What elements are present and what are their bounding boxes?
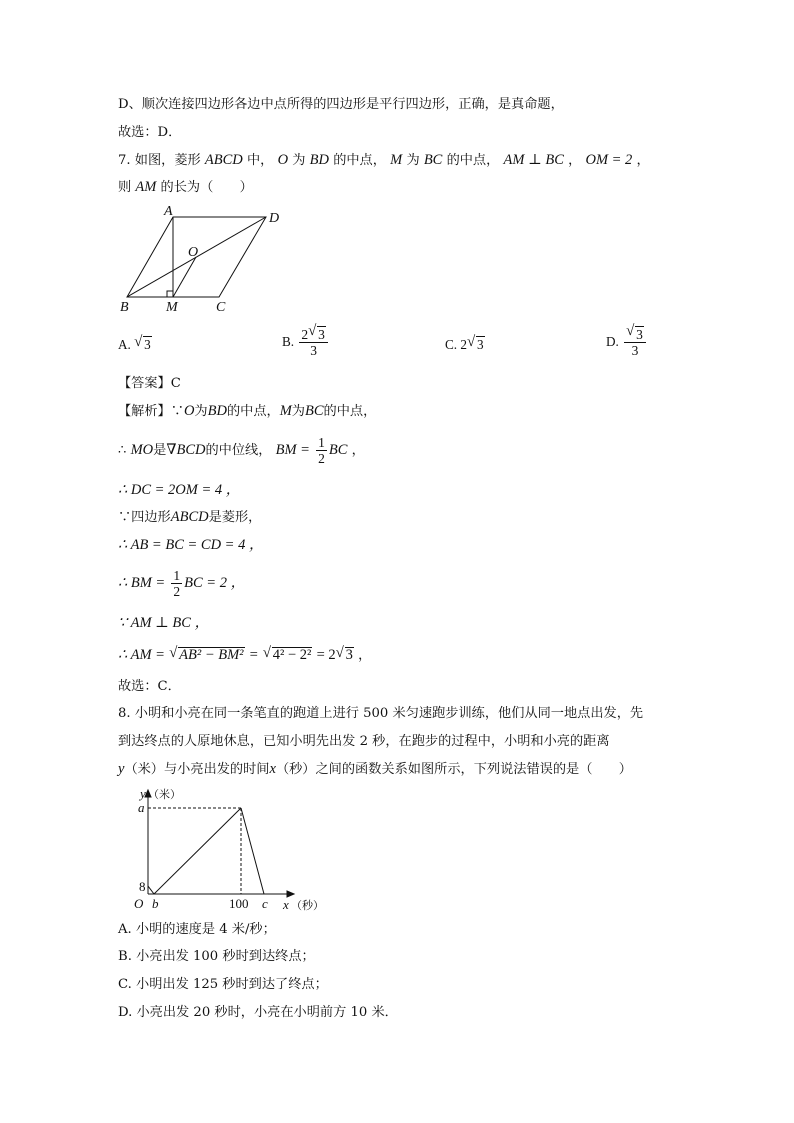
x-unit: （秒） [291,900,324,912]
fraction [316,435,327,466]
sqrt [467,336,485,353]
q7-bd: BD [309,152,329,168]
sol-text: ， [351,443,365,458]
denominator: 2 [173,584,181,599]
q8-text: （秒）之间的函数关系如图所示，下列说法错误的是（ ） [275,762,632,777]
q7-text: 为 [292,153,306,168]
sol-math: MO [130,442,154,458]
sol-text: 是菱形， [208,510,262,525]
q7-option-c [445,336,485,353]
sol-text: ∵四边形 [118,510,171,525]
fraction [171,568,182,599]
numerator: 1 [173,568,181,583]
coef: 2 [301,327,309,342]
segment-start [148,886,154,894]
sol-text: 的中点， [226,404,280,419]
q7-text: ， [568,153,582,168]
radicand: 3 [318,327,325,342]
sol-math: M [279,403,292,419]
q8-var-x: x [269,761,276,777]
sol-math: BC = 2 ， [184,575,246,591]
q7-stem-line1 [118,151,650,170]
q7-stem-line2 [118,178,253,197]
sol-text: 的中位线， [205,443,272,458]
q7-abcd: ABCD [204,152,243,168]
solution-line2 [118,433,365,468]
final-answer: 故选：C． [118,679,181,694]
solution-line7: ∵ AM ⊥ BC ， [118,615,210,631]
sqrt [169,646,244,664]
sol-math: BC [304,403,324,419]
numerator: 1 [318,435,325,450]
sol-text: 为 [194,404,208,419]
q8-option-c: C. 小明出发 125 秒时到达了终点； [118,977,328,992]
q7-option-b [282,326,330,358]
q8-stem-line3 [118,760,632,779]
fraction [299,326,328,358]
option-letter: B. [282,334,295,349]
sqrt [308,326,326,342]
q7-text: 7. 如图，菱形 [118,153,201,168]
answer-label: 【答案】C [118,376,181,391]
x-var: x [283,897,289,912]
option-letter: D. [606,334,619,349]
option-letter: A. [118,337,131,352]
sol-math: BM = [275,442,310,458]
sol-math: ABCD [170,509,209,525]
denominator: 2 [318,451,325,466]
q7-text: ， [636,153,650,168]
q8-option-d: D. 小亮出发 20 秒时，小亮在小明前方 10 米． [118,1005,398,1020]
segment-fall [241,808,264,894]
right-angle-mark [167,291,173,297]
sol-text: 的中点， [323,404,377,419]
q8-text: （米）与小亮出发的时间 [124,762,270,777]
sqrt [626,326,644,342]
sol-math: BC [328,442,348,458]
solution-line3: ∴ DC = 2OM = 4 ， [118,482,241,498]
denominator: 3 [631,343,639,358]
solution-line6 [118,566,245,601]
solution-line8 [118,646,371,665]
label-a: A [164,204,173,219]
q7-bc: BC [423,152,443,168]
label-o: O [188,245,199,260]
y-var: y [140,786,146,801]
sol-math: = 2 [316,647,336,663]
y-unit: （米） [148,789,181,801]
coef: 2 [460,337,467,352]
solution-line4 [118,508,261,527]
q7-am: AM [135,179,157,195]
denominator: 3 [310,343,318,358]
sol-math: O [183,403,195,419]
q8-stem-line1: 8. 小明和小亮在同一条笔直的跑道上进行 500 米匀速跑步训练，他们从同一地点出发，先 [118,706,644,721]
sol-math: ∴ AM = [118,647,165,663]
solution-line1 [118,402,376,421]
q7-text: 的中点， [333,153,386,168]
label-c: c [262,896,268,911]
q7-text: 则 [118,180,132,195]
label-d: D [269,211,280,226]
sol-text: ∴ [118,443,127,458]
sqrt [336,646,354,664]
q7-o: O [277,152,289,168]
sol-math: = [248,647,259,663]
label-b: B [120,300,129,315]
distance-time-graph [128,782,328,914]
q7-option-a [118,336,152,353]
option-letter: C. [445,337,458,352]
label-a: a [138,800,145,815]
q7-am-perp-bc: AM ⊥ BC [503,152,564,168]
label-c: C [216,300,226,315]
solution-line5: ∴ AB = BC = CD = 4 ， [118,537,264,553]
q8-option-a: A. 小明的速度是 4 米/秒； [118,922,276,937]
sol-text: 为 [291,404,305,419]
radicand: 3 [636,327,643,342]
label-origin: O [134,896,144,911]
label-100: 100 [229,896,249,911]
radicand: AB² − BM² [179,647,244,663]
q7-m: M [390,152,403,168]
sqrt [263,646,313,664]
rhombus-figure [112,200,292,318]
q7-om-eq: OM = 2 [585,152,633,168]
q8-option-b: B. 小亮出发 100 秒时到达终点； [118,949,315,964]
q7-option-d [606,326,648,358]
radicand: 4² − 2² [272,647,312,663]
q7-text: 中， [246,153,274,168]
label-8: 8 [139,879,146,894]
q8-stem-line2: 到达终点的人原地休息，已知小明先出发 2 秒，在跑步的过程中，小明和小亮的距离 [118,734,610,749]
sol-text: ， [358,648,372,663]
previous-answer: 故选：D． [118,125,182,140]
q7-text: 为 [406,153,420,168]
sol-math: ∇BCD [166,442,206,458]
sol-math: BD [207,403,227,419]
label-b: b [152,896,159,911]
q7-text: 的长为（ ） [160,180,253,195]
q7-text: 的中点， [446,153,500,168]
segment-rise [154,808,241,894]
label-m: M [166,300,178,315]
radicand: 3 [144,337,151,352]
radicand: 3 [345,647,353,663]
segment-mo [173,257,196,297]
radicand: 3 [476,337,484,352]
sol-text: 是 [153,443,167,458]
q8-var-y: y [118,761,125,777]
sol-text: 【解析】∵ [118,404,184,419]
sol-math: ∴ BM = [118,575,166,591]
sqrt [134,336,152,353]
option-d-text: D、顺次连接四边形各边中点所得的四边形是平行四边形，正确，是真命题， [118,97,564,112]
fraction [624,326,646,358]
